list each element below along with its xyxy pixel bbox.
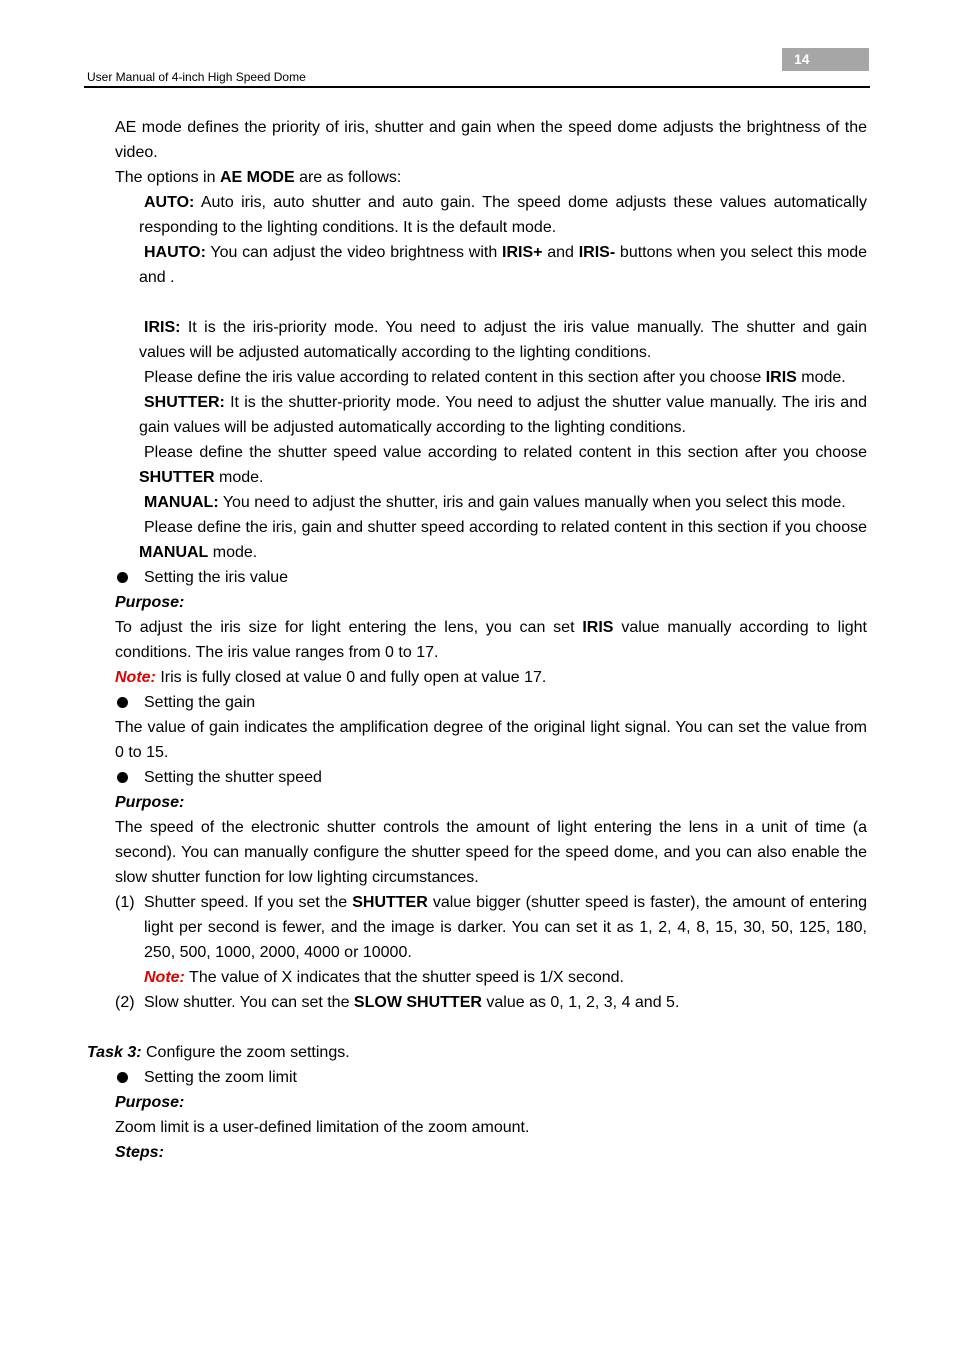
item-number: (2) (115, 994, 135, 1011)
zoom-purpose-label (115, 1090, 867, 1115)
hauto-mode-item (139, 240, 867, 290)
purpose-label: Purpose: (115, 794, 185, 811)
iris-purpose-pre: To adjust the iris size for light entering the lens, you can set (115, 619, 583, 636)
manual-define-pre: Please define the iris, gain and shutter speed according to related content in this section if you choose (144, 519, 867, 536)
item2-post: value as 0, 1, 2, 3, 4 and 5. (481, 994, 680, 1011)
manual-label: MANUAL: (144, 494, 219, 511)
note-label: Note: (115, 669, 156, 686)
bullet-dot-icon (117, 697, 128, 708)
numbered-item-1 (115, 890, 867, 990)
item1-pre: Shutter speed. If you set the (144, 894, 353, 911)
shutter-define-post: mode. (214, 469, 264, 486)
options-pre: The options in (115, 169, 220, 186)
shutter-label: SHUTTER: (144, 394, 225, 411)
iris-label: IRIS: (144, 319, 181, 336)
page-number: 14 (782, 48, 869, 71)
item2-pre: Slow shutter. You can set the (144, 994, 354, 1011)
item2-bold: SLOW SHUTTER (353, 994, 482, 1011)
steps-label (115, 1140, 867, 1165)
manual-mode-item (139, 490, 867, 515)
steps-label-text: Steps: (115, 1144, 164, 1161)
bullet-text: Setting the shutter speed (144, 769, 322, 786)
item-body (144, 890, 867, 965)
purpose-label: Purpose: (115, 1094, 185, 1111)
header-rule (84, 86, 870, 88)
hauto-text-1: You can adjust the video brightness with (205, 244, 503, 261)
hauto-text-2: buttons when you select this mode and . (139, 244, 868, 286)
bullet-text: Setting the gain (144, 694, 256, 711)
bullet-shutter-speed (115, 765, 867, 790)
manual-define-paragraph (139, 515, 867, 565)
numbered-item-2 (115, 990, 867, 1015)
task-3-heading (87, 1040, 867, 1065)
bullet-text: Setting the zoom limit (144, 1069, 297, 1086)
auto-mode-item (139, 190, 867, 240)
shutter-text: It is the shutter-priority mode. You need to adjust the shutter value manually. The iris and gain values will be adjusted automatically according to the lighting conditions. (139, 394, 867, 436)
blank-line (0, 1015, 954, 1040)
item1-post: value bigger (shutter speed is faster), the amount of entering light per second is fewer, and the image is darker. You can set it as 1, 2, 4, 8, 15, 30, 50, 125, 180, 250, 500, 1000, 2000, 4000 or 10000. (144, 894, 867, 961)
task-label: Task 3: (87, 1044, 142, 1061)
iris-define-pre: Please define the iris value according to related content in this section after you choose (144, 369, 766, 386)
hauto-and: and (542, 244, 579, 261)
iris-purpose-label (115, 590, 867, 615)
iris-note-text: Iris is fully closed at value 0 and fully open at value 17. (155, 669, 547, 686)
shutter-define-pre: Please define the shutter speed value according to related content in this section after you choose (144, 444, 867, 461)
bullet-gain (115, 690, 867, 715)
item1-note-text: The value of X indicates that the shutter speed is 1/X second. (184, 969, 624, 986)
iris-text: It is the iris-priority mode. You need to adjust the iris value manually. The shutter and gain values will be adjusted automatically according to the lighting conditions. (139, 319, 867, 361)
item-number: (1) (115, 894, 135, 911)
shutter-mode-item (139, 390, 867, 440)
hauto-iris-minus: IRIS- (578, 244, 616, 261)
iris-purpose-text (115, 615, 867, 665)
iris-purpose-bold: IRIS (582, 619, 614, 636)
gain-text: The value of gain indicates the amplification degree of the original light signal. You can set the value from 0 to 15. (115, 719, 867, 761)
task-text: Configure the zoom settings. (141, 1044, 350, 1061)
shutter-define-paragraph (139, 440, 867, 490)
options-paragraph (115, 165, 867, 190)
options-post: are as follows: (294, 169, 402, 186)
item1-note (144, 965, 867, 990)
page-content (0, 115, 954, 1165)
bullet-iris-value (115, 565, 867, 590)
bullet-dot-icon (117, 772, 128, 783)
manual-define-bold: MANUAL (139, 544, 209, 561)
iris-purpose-post: value manually according to light conditions. The iris value ranges from 0 to 17. (115, 619, 867, 661)
hauto-label: HAUTO: (144, 244, 206, 261)
hauto-iris-plus: IRIS+ (502, 244, 543, 261)
auto-text: Auto iris, auto shutter and auto gain. The speed dome adjusts these values automatically responding to the lighting conditions. It is the default mode. (139, 194, 867, 236)
bullet-text: Setting the iris value (144, 569, 289, 586)
options-bold: AE MODE (219, 169, 295, 186)
iris-mode-item (139, 315, 867, 365)
purpose-label: Purpose: (115, 594, 185, 611)
item1-bold: SHUTTER (352, 894, 428, 911)
blank-line (0, 290, 954, 315)
shutter-define-bold: SHUTTER (139, 469, 215, 486)
bullet-dot-icon (117, 1072, 128, 1083)
manual-text: You need to adjust the shutter, iris and gain values manually when you select this mode. (218, 494, 846, 511)
shutter-purpose-label (115, 790, 867, 815)
iris-define-post: mode. (796, 369, 846, 386)
manual-define-post: mode. (208, 544, 258, 561)
header-title: User Manual of 4-inch High Speed Dome (87, 70, 306, 84)
bullet-dot-icon (117, 572, 128, 583)
shutter-purpose-text: The speed of the electronic shutter controls the amount of light entering the lens in a unit of time (a second). You can manually configure the shutter speed for the speed dome, and you can also enable the slow shutter function for low lighting circumstances. (115, 819, 867, 886)
bullet-zoom-limit (115, 1065, 867, 1090)
ae-mode-paragraph: AE mode defines the priority of iris, shutter and gain when the speed dome adjusts the brightness of the video. (115, 119, 867, 161)
zoom-purpose-text: Zoom limit is a user-defined limitation of the zoom amount. (115, 1119, 530, 1136)
item-body (144, 990, 867, 1015)
iris-note (115, 665, 867, 690)
note-label: Note: (144, 969, 185, 986)
iris-define-bold: IRIS (765, 369, 797, 386)
iris-define-paragraph (139, 365, 867, 390)
auto-label: AUTO: (144, 194, 195, 211)
